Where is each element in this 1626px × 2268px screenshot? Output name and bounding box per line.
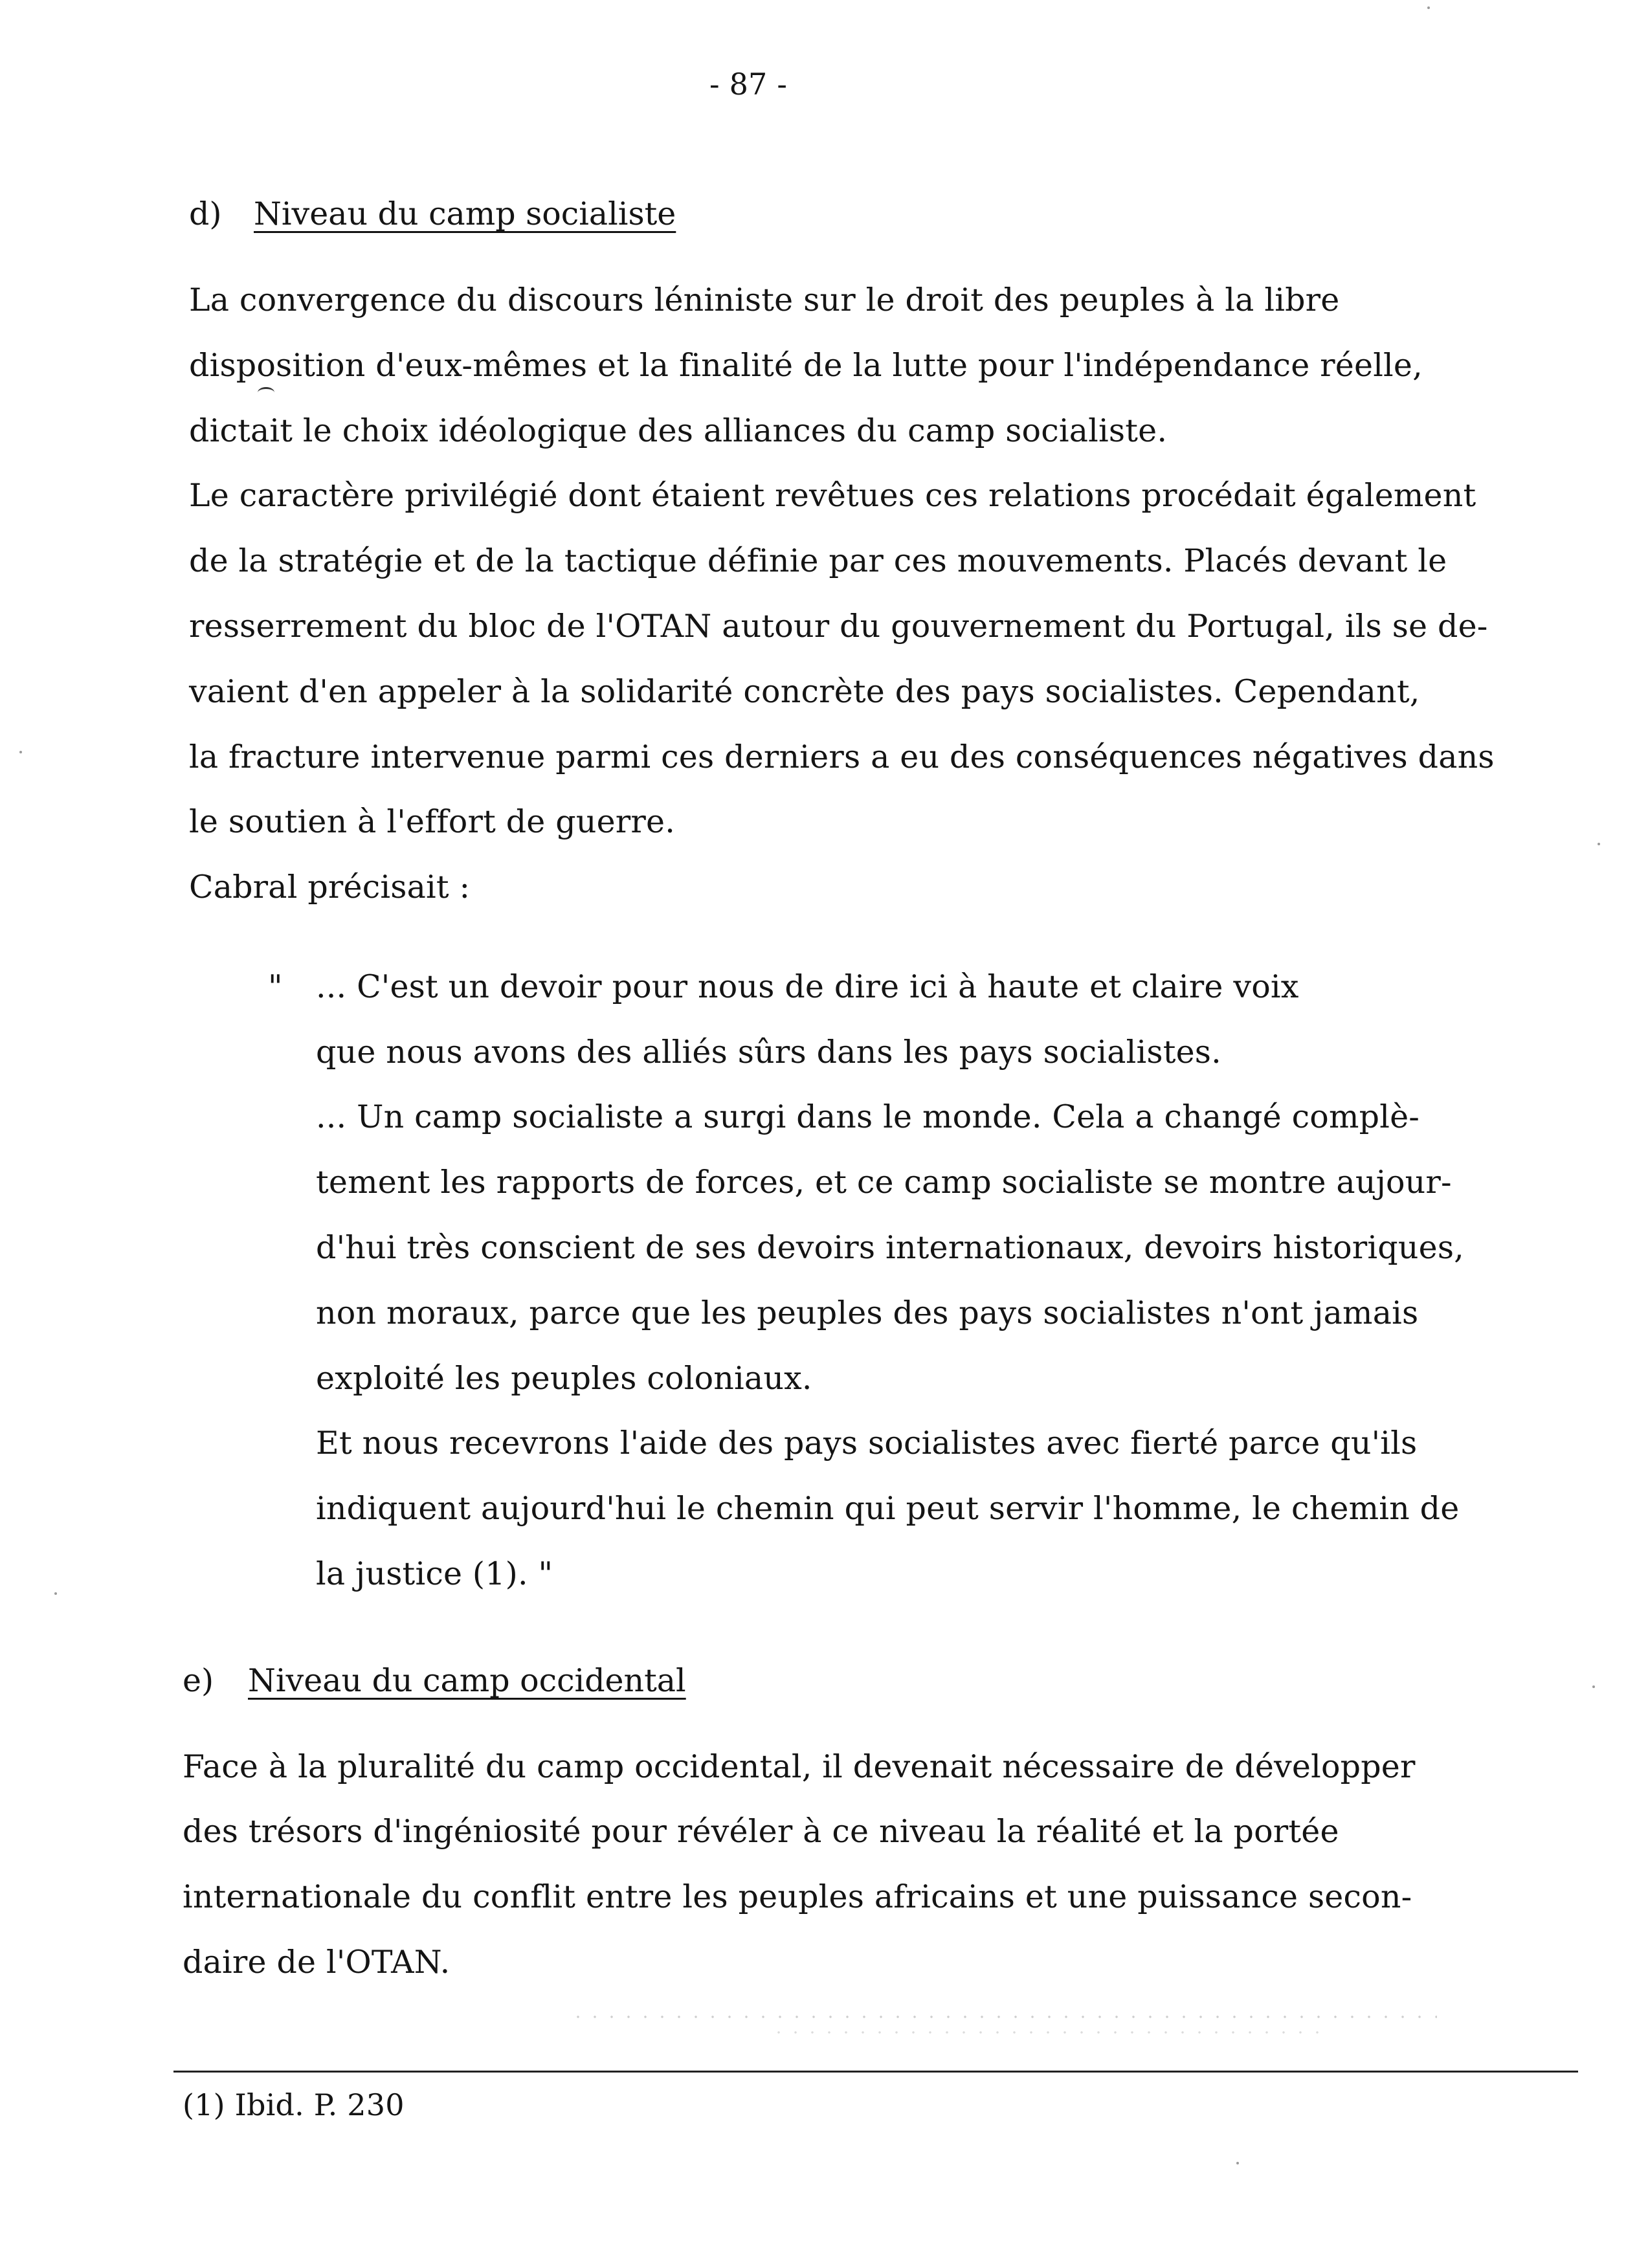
scan-speck-row-secondary bbox=[770, 2029, 1327, 2036]
scan-speck bbox=[1427, 6, 1430, 9]
paragraph-d-line-5: de la stratégie et de la tactique définie par ces mouvements. Placés devant le bbox=[189, 542, 1447, 579]
footnote: (1) Ibid. P. 230 bbox=[183, 2087, 405, 2122]
scan-speck bbox=[1236, 2162, 1239, 2164]
quote-line-1: ... C'est un devoir pour nous de dire ici à haute et claire voix bbox=[316, 968, 1299, 1005]
paragraph-d-line-1: La convergence du discours léniniste sur le droit des peuples à la libre bbox=[189, 282, 1340, 318]
paragraph-d-line-8: la fracture intervenue parmi ces derniers a eu des conséquences négatives dans bbox=[189, 739, 1495, 775]
section-e-title: Niveau du camp occidental bbox=[248, 1662, 686, 1699]
quote-line-9: indiquent aujourd'hui le chemin qui peut servir l'homme, le chemin de bbox=[316, 1490, 1460, 1527]
paragraph-e-line-3: internationale du conflit entre les peuples africains et une puissance secon- bbox=[183, 1878, 1412, 1915]
footnote-rule bbox=[173, 2071, 1578, 2073]
paragraph-d-line-9: le soutien à l'effort de guerre. bbox=[189, 803, 676, 840]
paragraph-d-line-6: resserrement du bloc de l'OTAN autour du gouvernement du Portugal, ils se de- bbox=[189, 608, 1488, 645]
quote-open-mark: " bbox=[268, 968, 283, 1005]
quote-line-4: tement les rapports de forces, et ce camp socialiste se montre aujour- bbox=[316, 1164, 1452, 1201]
quote-line-10: la justice (1). " bbox=[316, 1555, 553, 1592]
scan-speck bbox=[1592, 1685, 1595, 1688]
quote-line-5: d'hui très conscient de ses devoirs internationaux, devoirs historiques, bbox=[316, 1229, 1464, 1266]
scan-speck bbox=[54, 1592, 57, 1595]
quote-line-6: non moraux, parce que les peuples des pays socialistes n'ont jamais bbox=[316, 1295, 1419, 1331]
paragraph-d-line-4: Le caractère privilégié dont étaient revêtues ces relations procédait également bbox=[189, 477, 1476, 514]
scan-speck bbox=[19, 751, 22, 753]
paragraph-d-line-10: Cabral précisait : bbox=[189, 869, 471, 906]
page-number: - 87 - bbox=[709, 67, 788, 102]
paragraph-e-line-4: daire de l'OTAN. bbox=[183, 1944, 451, 1981]
paragraph-d-line-2: disposition d'eux-mêmes et la finalité de la lutte pour l'indépendance réelle, bbox=[189, 347, 1423, 384]
scan-speck bbox=[1598, 843, 1600, 845]
paragraph-d-line-3: dictait le choix idéologique des alliances du camp socialiste. bbox=[189, 412, 1168, 449]
quote-line-2: que nous avons des alliés sûrs dans les pays socialistes. bbox=[316, 1034, 1221, 1071]
scan-speck-row bbox=[570, 2013, 1437, 2021]
section-d-title: Niveau du camp socialiste bbox=[254, 195, 676, 232]
section-e-label: e) bbox=[183, 1662, 214, 1699]
quote-line-3: ... Un camp socialiste a surgi dans le monde. Cela a changé complè- bbox=[316, 1098, 1420, 1135]
paragraph-d-line-7: vaient d'en appeler à la solidarité concrète des pays socialistes. Cependant, bbox=[189, 673, 1420, 710]
accent-correction-mark bbox=[258, 387, 274, 398]
paragraph-e-line-2: des trésors d'ingéniosité pour révéler à ce niveau la réalité et la portée bbox=[183, 1813, 1339, 1850]
paragraph-e-line-1: Face à la pluralité du camp occidental, il devenait nécessaire de développer bbox=[183, 1748, 1416, 1785]
quote-line-7: exploité les peuples coloniaux. bbox=[316, 1360, 812, 1397]
quote-line-8: Et nous recevrons l'aide des pays socialistes avec fierté parce qu'ils bbox=[316, 1425, 1418, 1462]
section-d-label: d) bbox=[189, 195, 222, 232]
